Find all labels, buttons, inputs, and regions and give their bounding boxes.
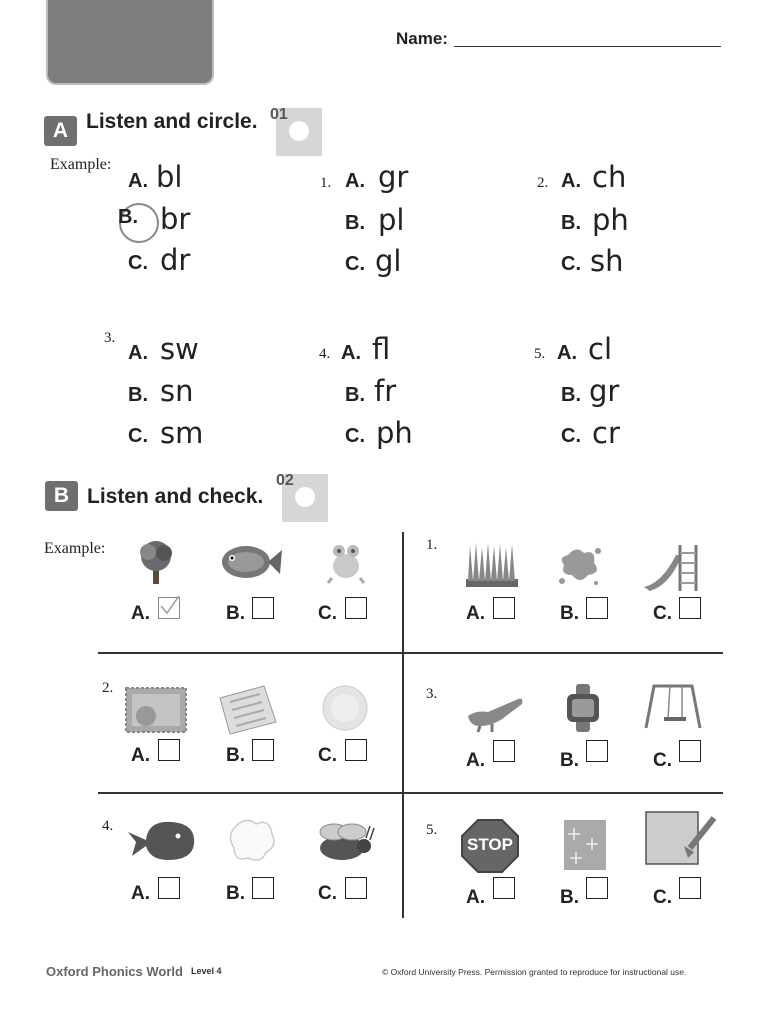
option-letter: B. bbox=[560, 887, 579, 908]
option-text[interactable]: gr bbox=[589, 374, 620, 408]
option-letter: C. bbox=[318, 745, 337, 766]
question-number: 1. bbox=[426, 537, 438, 553]
option-letter: A. bbox=[131, 603, 150, 624]
option-letter: C. bbox=[653, 750, 672, 771]
option-letter: C. bbox=[345, 253, 365, 275]
checkbox[interactable] bbox=[493, 740, 515, 762]
audio-track-number: 01 bbox=[270, 106, 288, 123]
audio-disc-icon bbox=[295, 487, 315, 507]
audio-button[interactable] bbox=[276, 472, 328, 522]
option-letter: B. bbox=[561, 384, 581, 406]
checkbox[interactable] bbox=[252, 877, 274, 899]
question-number: 3. bbox=[104, 330, 116, 346]
option-letter: A. bbox=[345, 170, 365, 192]
option-text[interactable]: sm bbox=[160, 416, 204, 450]
checkbox[interactable] bbox=[252, 739, 274, 761]
swing-icon bbox=[642, 682, 704, 730]
crocodile-icon bbox=[466, 686, 526, 734]
option-text[interactable]: bl bbox=[156, 160, 183, 194]
copyright-notice: © Oxford University Press. Permission granted to reproduce for instructional use. bbox=[382, 967, 687, 977]
option-letter: C. bbox=[561, 253, 581, 275]
fish-icon bbox=[218, 540, 284, 584]
option-text[interactable]: br bbox=[160, 202, 191, 236]
splash-icon bbox=[556, 541, 604, 587]
audio-button[interactable] bbox=[270, 106, 322, 156]
option-letter: A. bbox=[466, 750, 485, 771]
question-number: 2. bbox=[102, 680, 114, 696]
option-letter: A. bbox=[466, 603, 485, 624]
checkbox[interactable] bbox=[158, 597, 180, 619]
option-text[interactable]: fl bbox=[372, 332, 391, 366]
option-text[interactable]: gl bbox=[375, 244, 402, 278]
option-text[interactable]: sh bbox=[590, 244, 624, 278]
flyer-icon bbox=[214, 684, 280, 736]
checkbox[interactable] bbox=[345, 739, 367, 761]
question-number: 4. bbox=[102, 818, 114, 834]
checkbox[interactable] bbox=[679, 597, 701, 619]
checkbox[interactable] bbox=[493, 597, 515, 619]
checkbox[interactable] bbox=[586, 740, 608, 762]
option-letter: A. bbox=[557, 342, 577, 364]
question-number: 1. bbox=[320, 175, 332, 191]
option-text[interactable]: ph bbox=[592, 203, 629, 237]
option-text[interactable]: ph bbox=[376, 416, 413, 450]
section-a-badge: A bbox=[44, 116, 77, 146]
section-b-badge: B bbox=[45, 481, 78, 511]
question-number: 5. bbox=[534, 346, 546, 362]
option-letter: B. bbox=[226, 745, 245, 766]
checkbox[interactable] bbox=[586, 877, 608, 899]
checkbox[interactable] bbox=[493, 877, 515, 899]
option-letter: B. bbox=[560, 750, 579, 771]
checkbox[interactable] bbox=[345, 597, 367, 619]
option-letter: C. bbox=[653, 887, 672, 908]
option-letter: A. bbox=[131, 883, 150, 904]
option-text[interactable]: sw bbox=[160, 332, 199, 366]
example-label: Example: bbox=[44, 540, 106, 557]
option-letter: B. bbox=[560, 603, 579, 624]
option-letter: C. bbox=[561, 425, 581, 447]
question-number: 4. bbox=[319, 346, 331, 362]
frog-icon bbox=[326, 540, 366, 584]
option-text[interactable]: ch bbox=[592, 160, 627, 194]
paint-brush-icon bbox=[644, 810, 720, 868]
checkbox[interactable] bbox=[345, 877, 367, 899]
option-letter: C. bbox=[318, 603, 337, 624]
option-text[interactable]: cl bbox=[588, 332, 613, 366]
option-letter: B. bbox=[561, 212, 581, 234]
checkbox[interactable] bbox=[679, 877, 701, 899]
name-field[interactable] bbox=[454, 46, 721, 47]
puddle-icon bbox=[226, 816, 278, 864]
stamp-icon bbox=[124, 686, 188, 734]
stop-sign-text: STOP bbox=[467, 835, 513, 854]
checkbox[interactable] bbox=[586, 597, 608, 619]
audio-disc-icon bbox=[289, 121, 309, 141]
option-letter: B. bbox=[226, 883, 245, 904]
checkbox[interactable] bbox=[252, 597, 274, 619]
whale-icon bbox=[126, 816, 198, 864]
option-letter: A. bbox=[466, 887, 485, 908]
question-number: 2. bbox=[537, 175, 549, 191]
option-letter: A. bbox=[131, 745, 150, 766]
option-letter: A. bbox=[341, 342, 361, 364]
option-letter: C. bbox=[345, 425, 365, 447]
option-letter: C. bbox=[318, 883, 337, 904]
fly-icon bbox=[312, 818, 376, 864]
question-number: 5. bbox=[426, 822, 438, 838]
header-tab bbox=[46, 0, 214, 85]
option-letter: B. bbox=[226, 603, 245, 624]
snowflake-card-icon bbox=[562, 818, 608, 872]
tree-icon bbox=[134, 538, 178, 586]
section-a-title: Listen and circle. bbox=[86, 110, 258, 133]
grid-divider-horizontal bbox=[98, 792, 723, 794]
section-b-title: Listen and check. bbox=[87, 485, 264, 508]
name-label: Name: bbox=[396, 29, 448, 48]
watch-icon bbox=[562, 684, 604, 732]
example-label: Example: bbox=[50, 156, 112, 173]
checkbox[interactable] bbox=[158, 877, 180, 899]
brand-logo: Oxford Phonics World bbox=[46, 964, 183, 979]
option-letter: B. bbox=[118, 206, 138, 228]
audio-track-number: 02 bbox=[276, 472, 294, 489]
option-letter: A. bbox=[561, 170, 581, 192]
option-letter: B. bbox=[128, 384, 148, 406]
grid-divider-vertical bbox=[402, 532, 404, 918]
checkbox[interactable] bbox=[158, 739, 180, 761]
stop-sign-icon bbox=[460, 818, 520, 874]
option-letter: A. bbox=[128, 170, 148, 192]
option-text[interactable]: fr bbox=[374, 374, 397, 408]
question-number: 3. bbox=[426, 686, 438, 702]
checkbox[interactable] bbox=[679, 740, 701, 762]
level-label: Level 4 bbox=[191, 966, 222, 976]
option-letter: A. bbox=[128, 342, 148, 364]
plate-icon bbox=[320, 684, 370, 732]
option-text[interactable]: dr bbox=[160, 243, 191, 277]
grass-icon bbox=[466, 541, 518, 587]
option-text[interactable]: pl bbox=[378, 203, 405, 237]
option-letter: C. bbox=[128, 252, 148, 274]
checkmark-icon bbox=[158, 594, 180, 616]
option-letter: C. bbox=[128, 425, 148, 447]
slide-icon bbox=[642, 539, 702, 591]
option-text[interactable]: cr bbox=[592, 416, 620, 450]
option-letter: B. bbox=[345, 212, 365, 234]
option-letter: C. bbox=[653, 603, 672, 624]
option-text[interactable]: gr bbox=[378, 160, 409, 194]
option-text[interactable]: sn bbox=[160, 374, 194, 408]
option-letter: B. bbox=[345, 384, 365, 406]
grid-divider-horizontal bbox=[98, 652, 723, 654]
